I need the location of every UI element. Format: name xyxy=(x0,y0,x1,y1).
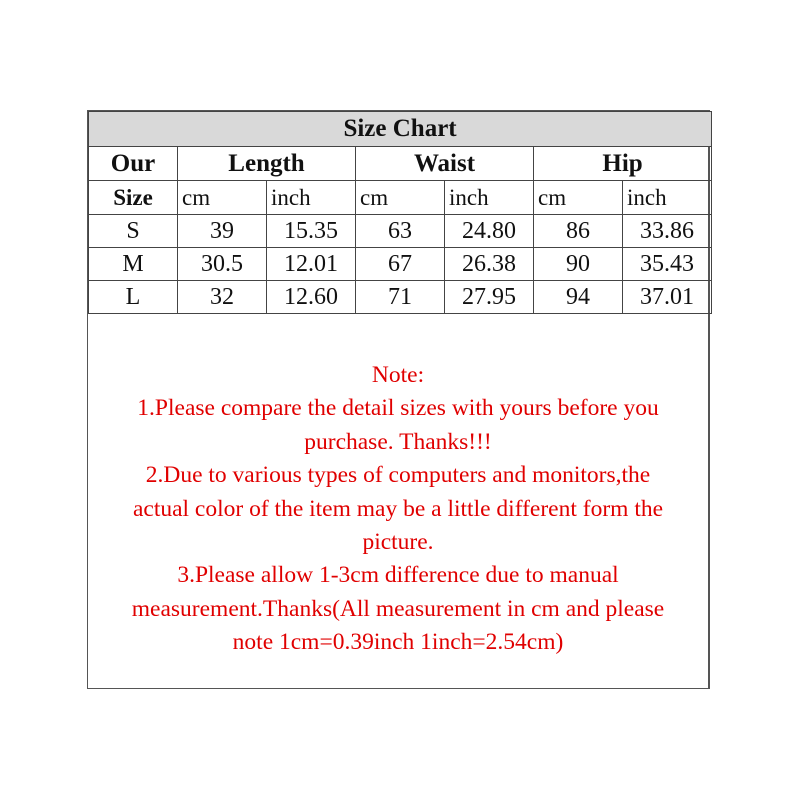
size-table xyxy=(88,111,712,314)
value-cell: 15.35 xyxy=(267,215,356,248)
note-line: measurement.Thanks(All measurement in cm and please xyxy=(131,595,665,622)
value-cell: 63 xyxy=(356,215,445,248)
waist-header: Waist xyxy=(356,147,534,181)
value-cell: 67 xyxy=(356,248,445,281)
note-heading: Note: xyxy=(371,362,425,388)
unit-length-inch: inch xyxy=(267,181,356,215)
value-cell: 26.38 xyxy=(445,248,534,281)
value-cell: 94 xyxy=(534,281,623,314)
unit-waist-inch: inch xyxy=(445,181,534,215)
size-cell: L xyxy=(89,281,178,314)
table-row xyxy=(89,281,712,314)
unit-waist-cm: cm xyxy=(356,181,445,215)
value-cell: 12.60 xyxy=(267,281,356,314)
length-header: Length xyxy=(178,147,356,181)
note-line: 1.Please compare the detail sizes with yours before you xyxy=(137,395,659,422)
unit-hip-inch: inch xyxy=(623,181,712,215)
value-cell: 24.80 xyxy=(445,215,534,248)
note-line: note 1cm=0.39inch 1inch=2.54cm) xyxy=(232,629,564,656)
note-block xyxy=(88,359,708,660)
value-cell: 32 xyxy=(178,281,267,314)
value-cell: 27.95 xyxy=(445,281,534,314)
unit-hip-cm: cm xyxy=(534,181,623,215)
hip-header: Hip xyxy=(534,147,712,181)
chart-title: Size Chart xyxy=(89,112,712,147)
value-cell: 39 xyxy=(178,215,267,248)
value-cell: 35.43 xyxy=(623,248,712,281)
value-cell: 30.5 xyxy=(178,248,267,281)
note-line: purchase. Thanks!!! xyxy=(304,428,492,455)
table-row xyxy=(89,215,712,248)
note-line: 2.Due to various types of computers and monitors,the xyxy=(145,462,651,489)
size-cell: S xyxy=(89,215,178,248)
our-size-header-top: Our xyxy=(89,147,178,181)
value-cell: 37.01 xyxy=(623,281,712,314)
size-chart xyxy=(87,110,710,689)
value-cell: 90 xyxy=(534,248,623,281)
note-line: picture. xyxy=(362,529,434,556)
value-cell: 86 xyxy=(534,215,623,248)
our-size-header-bottom: Size xyxy=(89,181,178,215)
value-cell: 71 xyxy=(356,281,445,314)
value-cell: 33.86 xyxy=(623,215,712,248)
value-cell: 12.01 xyxy=(267,248,356,281)
table-row xyxy=(89,248,712,281)
note-line: actual color of the item may be a little different form the xyxy=(132,495,664,522)
size-cell: M xyxy=(89,248,178,281)
unit-length-cm: cm xyxy=(178,181,267,215)
note-line: 3.Please allow 1-3cm difference due to manual xyxy=(177,562,619,589)
